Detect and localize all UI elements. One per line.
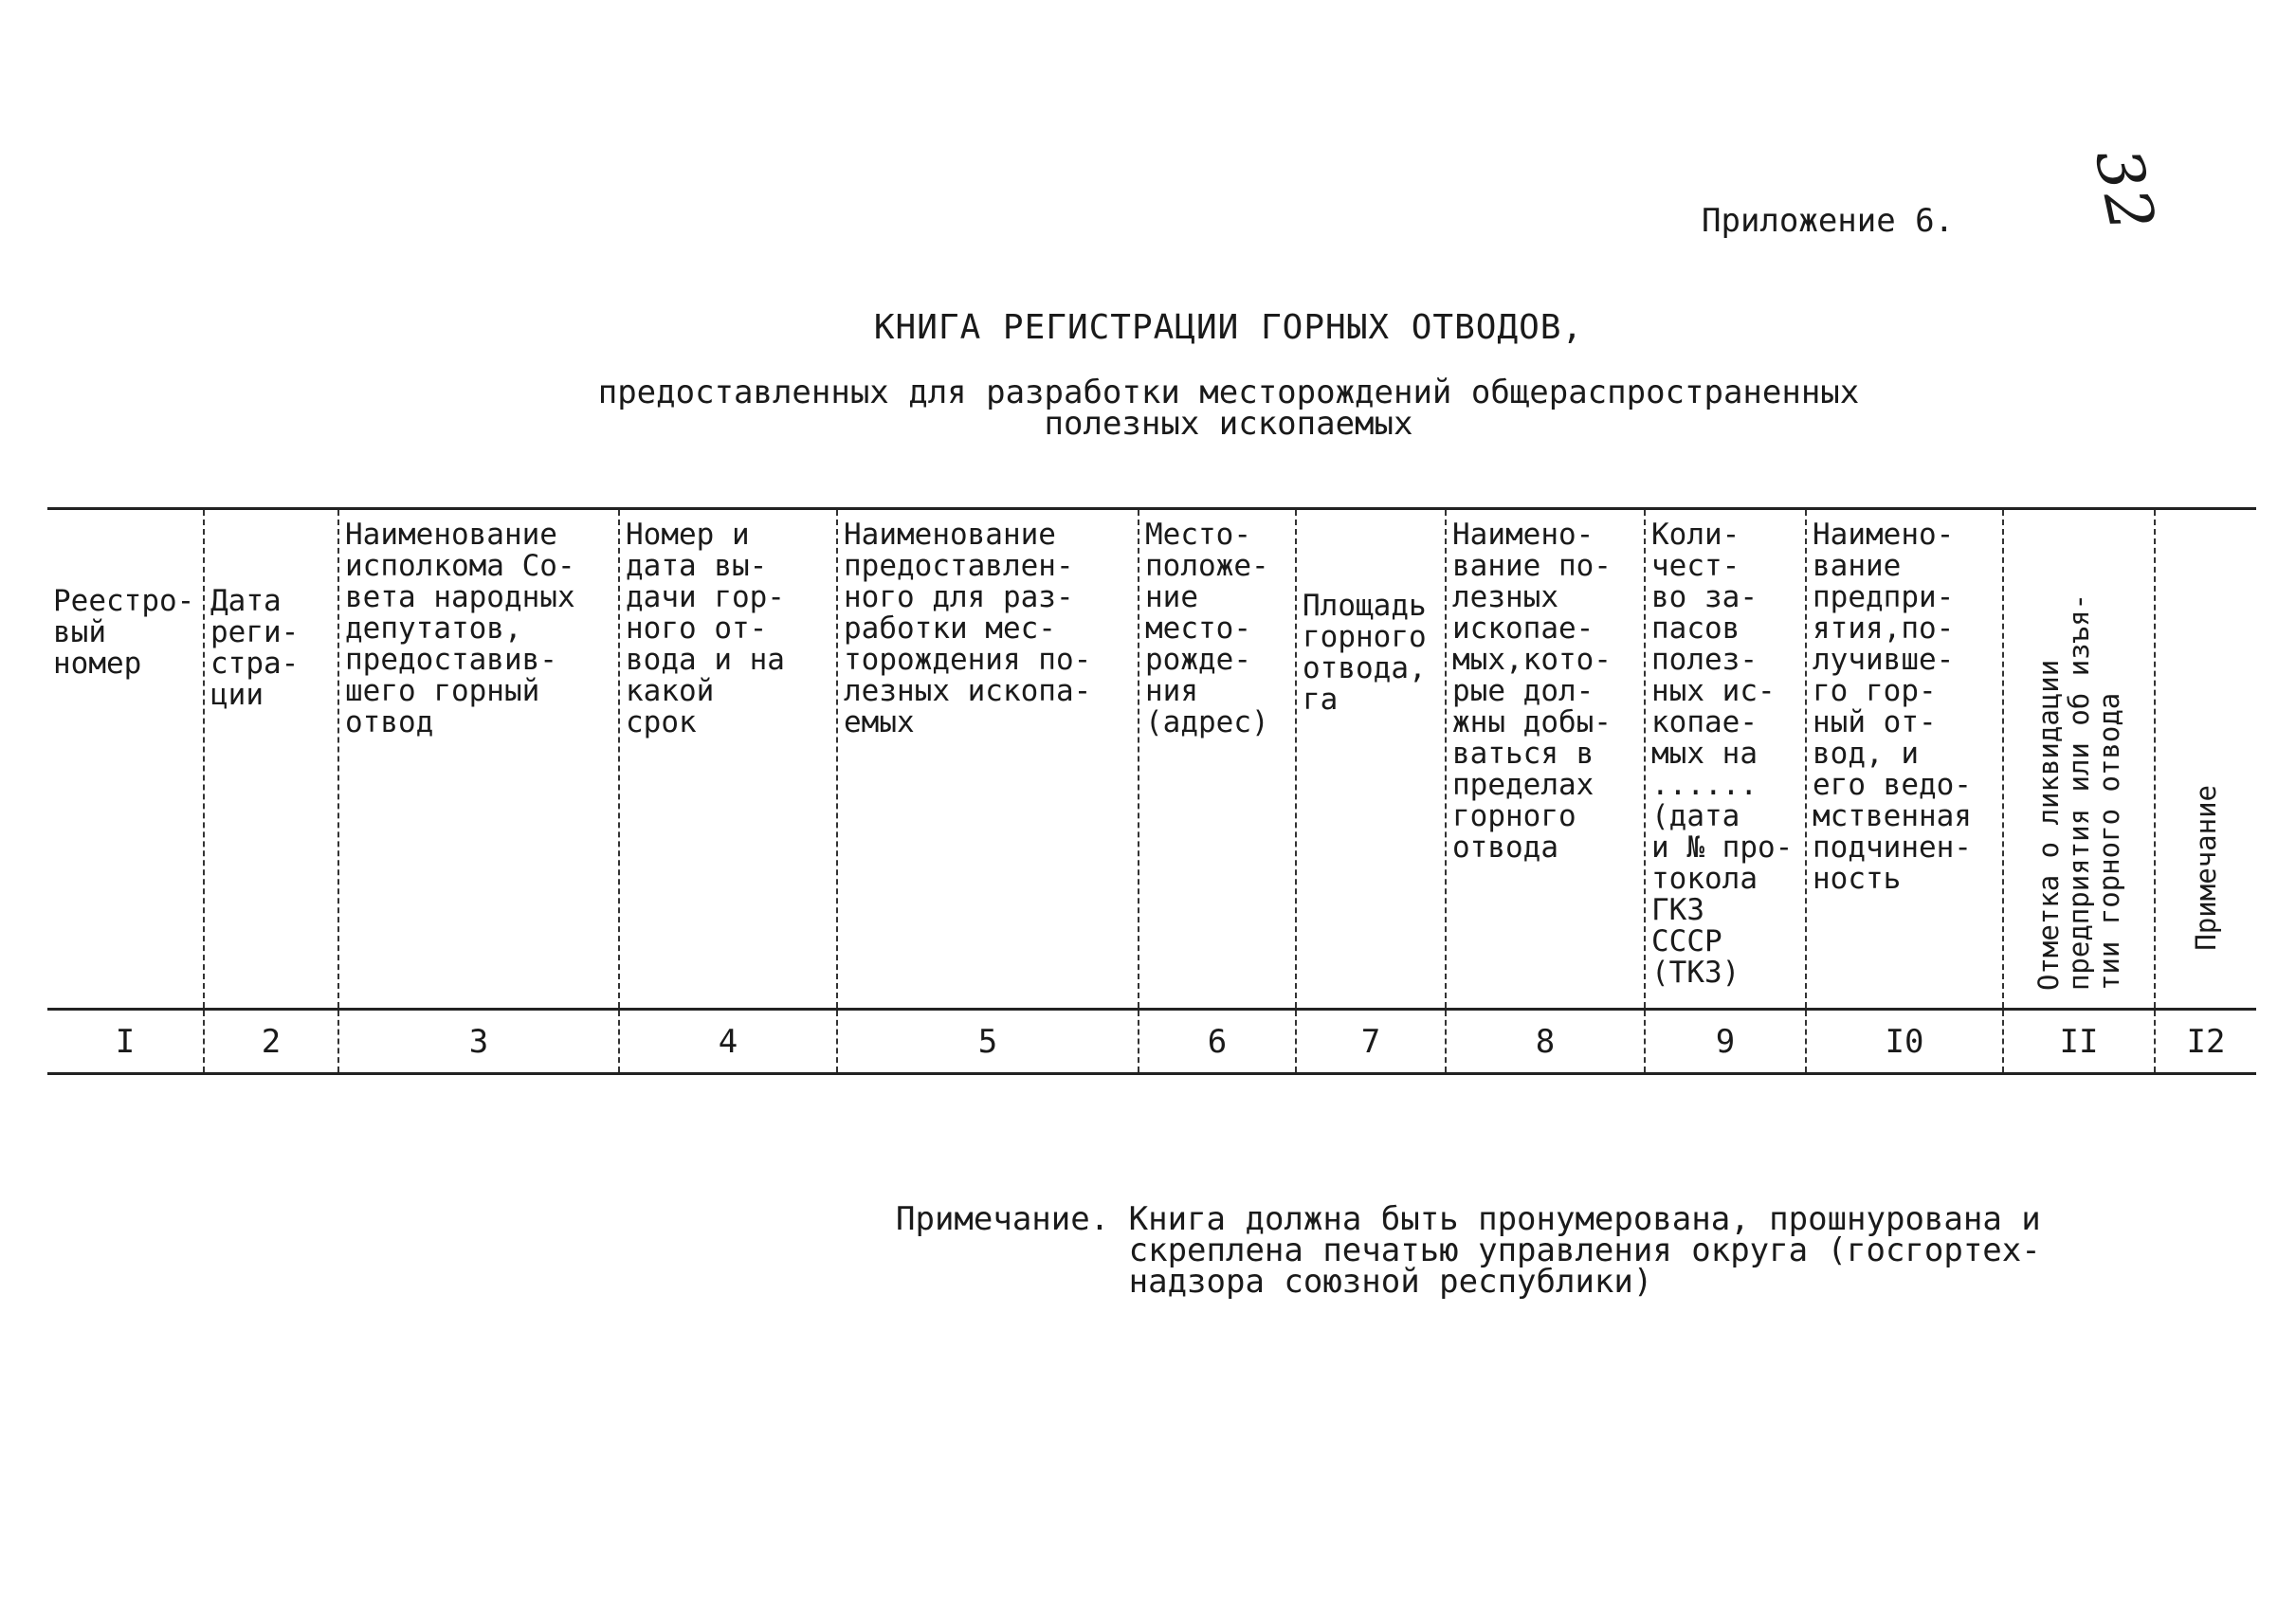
header-deposit-name-text: Наименование предоставлен- ного для раз- работки мес- торождения по- лезных ископа- емых: [844, 518, 1092, 739]
header-liquidation-mark: [2003, 509, 2155, 1010]
document-title: КНИГА РЕГИСТРАЦИИ ГОРНЫХ ОТВОДОВ,: [873, 308, 1584, 347]
header-registry-number: [47, 509, 204, 1010]
column-number-7: 7: [1296, 1010, 1446, 1074]
column-number-4: 4: [619, 1010, 837, 1074]
table-header-row: [47, 509, 2256, 1010]
header-liquidation-mark-text: Отметка о ликвидации предприятия или об изъя- тии горного отвода: [2032, 593, 2125, 991]
column-number-2: 2: [204, 1010, 338, 1074]
column-number-11: II: [2003, 1010, 2155, 1074]
column-number-5: 5: [837, 1010, 1139, 1074]
registration-table-wrapper: [47, 507, 2256, 1075]
column-number-6: 6: [1139, 1010, 1296, 1074]
column-number-8: 8: [1446, 1010, 1645, 1074]
column-number-10: I0: [1806, 1010, 2003, 1074]
header-minerals-name: [1446, 509, 1645, 1010]
footnote: [896, 1200, 2041, 1301]
header-reserves-quantity-text: Коли- чест- во за- пасов полез- ных ис- копае- мых на ...... (дата и № про- токола ГКЗ СССР (ТКЗ): [1651, 518, 1794, 990]
column-number-row: [47, 1010, 2256, 1074]
header-allotment-number-date: [619, 509, 837, 1010]
page-number: 32: [2080, 142, 2170, 240]
footnote-line-2: скреплена печатью управления округа (госгортех-: [1128, 1231, 2041, 1269]
header-remark-text: Примечание: [2190, 785, 2222, 951]
header-allotment-area: [1296, 509, 1446, 1010]
header-deposit-name: [837, 509, 1139, 1010]
registration-table: [47, 507, 2256, 1075]
column-number-1: I: [47, 1010, 204, 1074]
header-deposit-location-text: Место- положе- ние место- рожде- ния (адрес): [1145, 518, 1269, 739]
subtitle-line-1: предоставленных для разработки месторождений общераспространенных: [597, 374, 1860, 411]
header-registration-date-text: Дата реги- стра- ции: [210, 584, 300, 712]
document-subtitle: [0, 374, 2296, 443]
footnote-label: Примечание.: [896, 1200, 1110, 1238]
footnote-line-3: надзора союзной республики): [1128, 1263, 1653, 1301]
header-remark: [2155, 509, 2256, 1010]
header-registry-number-text: Реестро- вый номер: [53, 584, 195, 681]
header-minerals-name-text: Наимено- вание по- лезных ископае- мых,кото- рые дол- жны добы- ваться в пределах горного отвода: [1452, 518, 1612, 865]
header-allotment-area-text: Площадь горного отвода, га: [1303, 589, 1427, 717]
header-enterprise-name-text: Наимено- вание предпри- ятия,по- лучивше- го гор- ный от- вод, и его ведо- мственная подчинен- ность: [1813, 518, 1972, 896]
header-registration-date: [204, 509, 338, 1010]
header-deposit-location: [1139, 509, 1296, 1010]
appendix-label: Приложение 6.: [1702, 202, 1955, 240]
header-allotment-number-date-text: Номер и дата вы- дачи гор- ного от- вода и на какой срок: [626, 518, 785, 739]
subtitle-line-2: полезных ископаемых: [1044, 405, 1413, 443]
header-enterprise-name: [1806, 509, 2003, 1010]
header-reserves-quantity: [1645, 509, 1806, 1010]
header-executive-committee: [338, 509, 619, 1010]
header-executive-committee-text: Наименование исполкома Со- вета народных депутатов, предоставив- шего горный отвод: [345, 518, 575, 739]
column-number-9: 9: [1645, 1010, 1806, 1074]
column-number-3: 3: [338, 1010, 619, 1074]
column-number-12: I2: [2155, 1010, 2256, 1074]
footnote-line-1: Книга должна быть пронумерована, прошнурована и: [1128, 1200, 2041, 1238]
